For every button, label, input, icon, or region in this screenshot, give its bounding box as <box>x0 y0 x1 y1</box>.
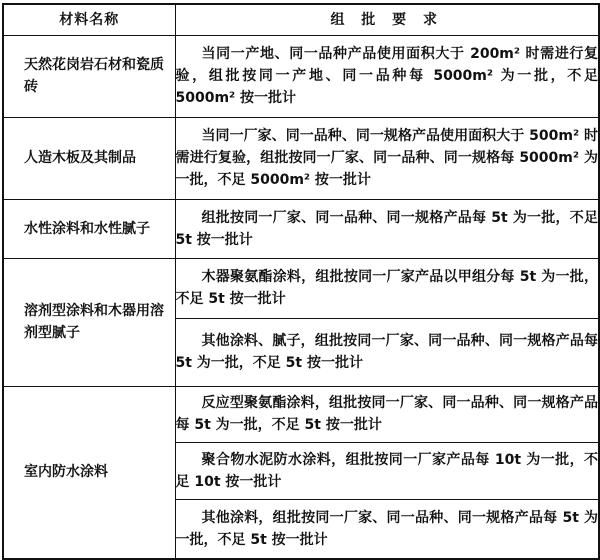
material-name: 天然花岗岩石材和瓷质砖 <box>24 57 164 95</box>
header-row <box>3 4 599 35</box>
material-cell <box>3 386 175 559</box>
table-row <box>3 117 599 199</box>
material-cell <box>3 199 175 258</box>
batch-requirements-table <box>2 3 600 560</box>
rule-cell <box>175 318 599 386</box>
rule-cell <box>175 442 599 499</box>
rule-text: 当同一厂家、同一品种、同一规格产品使用面积大于 500m² 时需进行复验，组批按同一厂家、同一品种、同一规格每 5000m² 为一批，不足 5000m² 按一批计 <box>175 128 598 188</box>
rule-cell <box>175 199 599 258</box>
rule-cell <box>175 35 599 117</box>
rule-text: 其他涂料、腻子，组批按同一厂家、同一品种、同一规格产品每 5t 为一批，不足 5t 按一批计 <box>175 333 598 371</box>
material-cell <box>3 258 175 386</box>
rule-text: 其他涂料，组批按同一厂家、同一品种、同一规格产品每 5t 为一批，不足 5t 按一批计 <box>175 509 598 548</box>
rule-text: 当同一产地、同一品种产品使用面积大于 200m² 时需进行复验，组批按同一产地、同一品种每 5000m² 为一批，不足 5000m² 按一批计 <box>175 46 598 106</box>
rule-text: 组批按同一厂家、同一品种、同一规格产品每 5t 为一批，不足 5t 按一批计 <box>175 209 598 248</box>
rule-text: 反应型聚氨酯涂料，组批按同一厂家、同一品种、同一规格产品每 5t 为一批，不足 5t 按一批计 <box>175 395 598 433</box>
rule-cell <box>175 117 599 199</box>
rule-cell <box>175 386 599 442</box>
header-material-name: 材料名称 <box>3 4 175 35</box>
rule-cell <box>175 499 599 559</box>
table-row <box>3 258 599 318</box>
material-cell <box>3 35 175 117</box>
table-row <box>3 199 599 258</box>
rule-text: 木器聚氨酯涂料，组批按同一厂家产品以甲组分每 5t 为一批，不足 5t 按一批计 <box>175 269 598 307</box>
table-row <box>3 35 599 117</box>
material-name: 水性涂料和水性腻子 <box>24 220 150 237</box>
material-name: 溶剂型涂料和木器用溶剂型腻子 <box>24 303 164 341</box>
material-name: 室内防水涂料 <box>24 464 108 481</box>
rule-cell <box>175 258 599 318</box>
header-batch-requirement: 组 批 要 求 <box>175 4 599 35</box>
table-row <box>3 386 599 442</box>
material-cell <box>3 117 175 199</box>
rule-text: 聚合物水泥防水涂料，组批按同一厂家产品每 10t 为一批，不足 10t 按一批计 <box>175 451 598 490</box>
material-name: 人造木板及其制品 <box>24 150 136 166</box>
